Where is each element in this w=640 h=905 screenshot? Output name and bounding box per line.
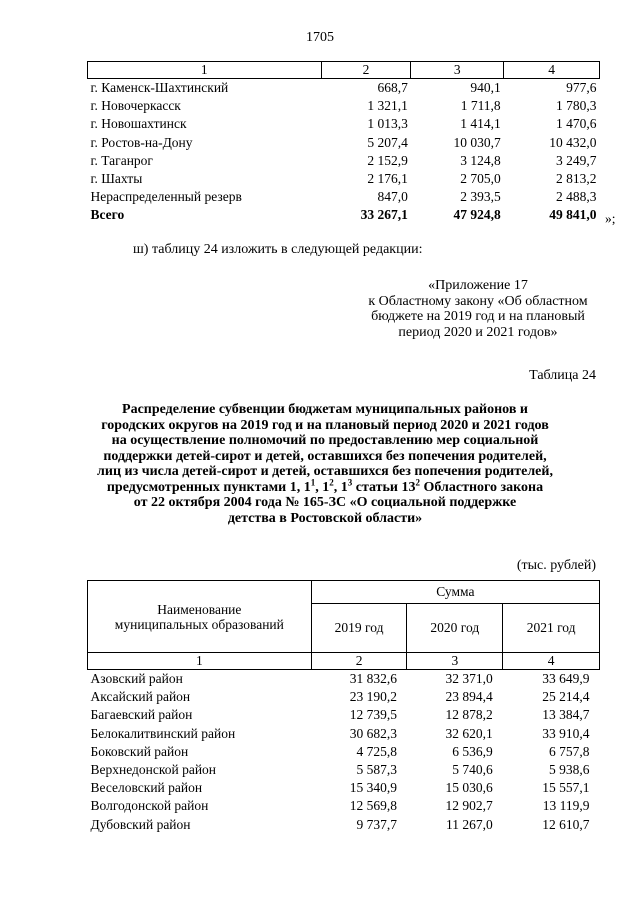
col-number-3: 3 bbox=[411, 62, 504, 79]
appendix-line: бюджете на 2019 год и на плановый bbox=[371, 309, 585, 324]
total-2020: 47 924,8 bbox=[453, 207, 501, 223]
table-row bbox=[88, 761, 600, 779]
table-row bbox=[88, 688, 600, 706]
col-number-2: 2 bbox=[311, 653, 407, 670]
header-sum: Сумма bbox=[311, 581, 599, 604]
value-2019: 5 587,3 bbox=[356, 762, 397, 778]
value-2019: 2 152,9 bbox=[367, 152, 408, 168]
table-row bbox=[88, 152, 600, 170]
table-row bbox=[88, 725, 600, 743]
value-2019: 9 737,7 bbox=[356, 816, 397, 832]
row-name: Веселовский район bbox=[90, 780, 203, 796]
appendix-heading bbox=[340, 278, 616, 340]
value-2021: 12 610,7 bbox=[542, 816, 590, 832]
value-2021: 5 938,6 bbox=[549, 762, 590, 778]
column-number-row bbox=[88, 62, 600, 79]
header-year-2021: 2021 год bbox=[503, 604, 600, 653]
value-2021: 2 813,2 bbox=[556, 171, 597, 187]
subvention-table bbox=[87, 580, 600, 834]
table-row bbox=[88, 797, 600, 815]
row-name: г. Каменск-Шахтинский bbox=[90, 80, 229, 95]
value-2019: 31 832,6 bbox=[349, 671, 397, 686]
value-2019: 668,7 bbox=[377, 80, 408, 95]
value-2020: 5 740,6 bbox=[452, 762, 493, 778]
amendment-item-text: ш) таблицу 24 изложить в следующей редакции: bbox=[133, 242, 423, 257]
table-row bbox=[88, 170, 600, 188]
page-number: 1705 bbox=[306, 30, 334, 45]
value-2019: 1 321,1 bbox=[367, 98, 408, 114]
value-2019: 12 569,8 bbox=[349, 798, 397, 814]
table-row bbox=[88, 743, 600, 761]
table-row bbox=[88, 706, 600, 724]
appendix-line: период 2020 и 2021 годов» bbox=[398, 324, 558, 340]
total-2019: 33 267,1 bbox=[360, 207, 408, 223]
value-2020: 6 536,9 bbox=[452, 743, 493, 759]
col-number-1: 1 bbox=[88, 653, 312, 670]
value-2021: 1 780,3 bbox=[556, 98, 597, 114]
table-row bbox=[88, 97, 600, 115]
title-line: предусмотренных пунктами 1, $1^1$, $1^2$, $1^3$ статьи $13^2$ Областного закона bbox=[106, 476, 544, 495]
value-2019: 23 190,2 bbox=[349, 689, 397, 705]
value-2019: 5 207,4 bbox=[367, 134, 408, 150]
title-line: детства в Ростовской области» bbox=[227, 510, 423, 526]
appendix-line: «Приложение 17 bbox=[428, 278, 528, 293]
table-title bbox=[95, 402, 555, 526]
row-name: г. Новочеркасск bbox=[90, 98, 181, 114]
value-2020: 32 620,1 bbox=[445, 725, 493, 741]
value-2019: 2 176,1 bbox=[367, 171, 408, 187]
row-name: Азовский район bbox=[90, 671, 183, 686]
title-line: Распределение субвенции бюджетам муниципальных районов и bbox=[122, 402, 528, 417]
value-2021: 33 649,9 bbox=[542, 671, 590, 686]
table-row bbox=[88, 188, 600, 206]
row-name: г. Новошахтинск bbox=[90, 116, 187, 132]
value-2020: 10 030,7 bbox=[453, 134, 501, 150]
table-row bbox=[88, 670, 600, 689]
total-label: Всего bbox=[90, 207, 125, 223]
value-2021: 13 384,7 bbox=[542, 707, 590, 723]
title-line: на осуществление полномочий по предоставлению мер социальной bbox=[111, 433, 539, 448]
row-name: Боковский район bbox=[90, 743, 189, 759]
row-name: Белокалитвинский район bbox=[90, 725, 236, 741]
value-2020: 12 902,7 bbox=[445, 798, 493, 814]
value-2021: 3 249,7 bbox=[556, 152, 597, 168]
row-name: Аксайский район bbox=[90, 689, 191, 705]
value-2021: 33 910,4 bbox=[542, 725, 590, 741]
col-number-2: 2 bbox=[321, 62, 411, 79]
value-2020: 11 267,0 bbox=[445, 816, 493, 832]
table-row bbox=[88, 115, 600, 133]
value-2020: 15 030,6 bbox=[445, 780, 493, 796]
value-2020: 32 371,0 bbox=[445, 671, 493, 686]
value-2021: 2 488,3 bbox=[556, 189, 597, 205]
value-2020: 1 711,8 bbox=[460, 98, 501, 114]
total-row bbox=[88, 206, 600, 224]
value-2020: 1 414,1 bbox=[460, 116, 501, 132]
value-2020: 2 393,5 bbox=[460, 189, 501, 205]
value-2019: 4 725,8 bbox=[356, 743, 397, 759]
closing-quote-mark: »; bbox=[605, 211, 616, 226]
value-2021: 977,6 bbox=[566, 80, 597, 95]
table-label: Таблица 24 bbox=[529, 368, 596, 383]
table-row bbox=[88, 79, 600, 98]
value-2019: 12 739,5 bbox=[349, 707, 397, 723]
title-line: лиц из числа детей-сирот и детей, оставшихся без попечения родителей, bbox=[97, 464, 553, 479]
header-municipality: Наименование муниципальных образований bbox=[88, 581, 312, 653]
value-2019: 847,0 bbox=[377, 189, 408, 205]
col-number-3: 3 bbox=[407, 653, 503, 670]
title-line: поддержки детей-сирот и детей, оставшихся без попечения родителей, bbox=[103, 448, 547, 464]
value-2019: 1 013,3 bbox=[367, 116, 408, 132]
row-name: г. Таганрог bbox=[90, 152, 153, 168]
col-number-4: 4 bbox=[503, 653, 600, 670]
row-name: Нераспределенный резерв bbox=[90, 189, 242, 205]
value-2021: 6 757,8 bbox=[549, 743, 590, 759]
header-year-2020: 2020 год bbox=[407, 604, 503, 653]
previous-table-continuation bbox=[87, 61, 600, 225]
table-row bbox=[88, 779, 600, 797]
value-2021: 1 470,6 bbox=[556, 116, 597, 132]
col-number-4: 4 bbox=[504, 62, 600, 79]
row-name: г. Ростов-на-Дону bbox=[90, 134, 193, 150]
value-2020: 23 894,4 bbox=[445, 689, 493, 705]
units-label: (тыс. рублей) bbox=[516, 558, 596, 573]
value-2021: 15 557,1 bbox=[542, 780, 590, 796]
row-name: г. Шахты bbox=[90, 171, 143, 187]
table-row bbox=[88, 134, 600, 152]
total-2021: 49 841,0 bbox=[549, 207, 597, 223]
appendix-line: к Областному закону «Об областном bbox=[368, 293, 588, 309]
value-2019: 15 340,9 bbox=[349, 780, 397, 796]
value-2020: 2 705,0 bbox=[460, 171, 501, 187]
row-name: Багаевский район bbox=[90, 707, 193, 723]
value-2021: 25 214,4 bbox=[542, 689, 590, 705]
row-name: Верхнедонской район bbox=[90, 762, 217, 778]
value-2021: 13 119,9 bbox=[542, 798, 590, 814]
value-2020: 3 124,8 bbox=[460, 152, 501, 168]
title-line: от 22 октября 2004 года № 165-ЗС «О социальной поддержке bbox=[133, 495, 517, 510]
header-year-2019: 2019 год bbox=[311, 604, 407, 653]
value-2021: 10 432,0 bbox=[549, 134, 597, 150]
value-2019: 30 682,3 bbox=[349, 725, 397, 741]
table-row bbox=[88, 816, 600, 834]
value-2020: 12 878,2 bbox=[445, 707, 493, 723]
value-2020: 940,1 bbox=[470, 80, 501, 95]
title-line: городских округов на 2019 год и на плановый период 2020 и 2021 годов bbox=[101, 417, 549, 433]
row-name: Дубовский район bbox=[90, 816, 191, 832]
row-name: Волгодонской район bbox=[90, 798, 209, 814]
col-number-1: 1 bbox=[88, 62, 322, 79]
